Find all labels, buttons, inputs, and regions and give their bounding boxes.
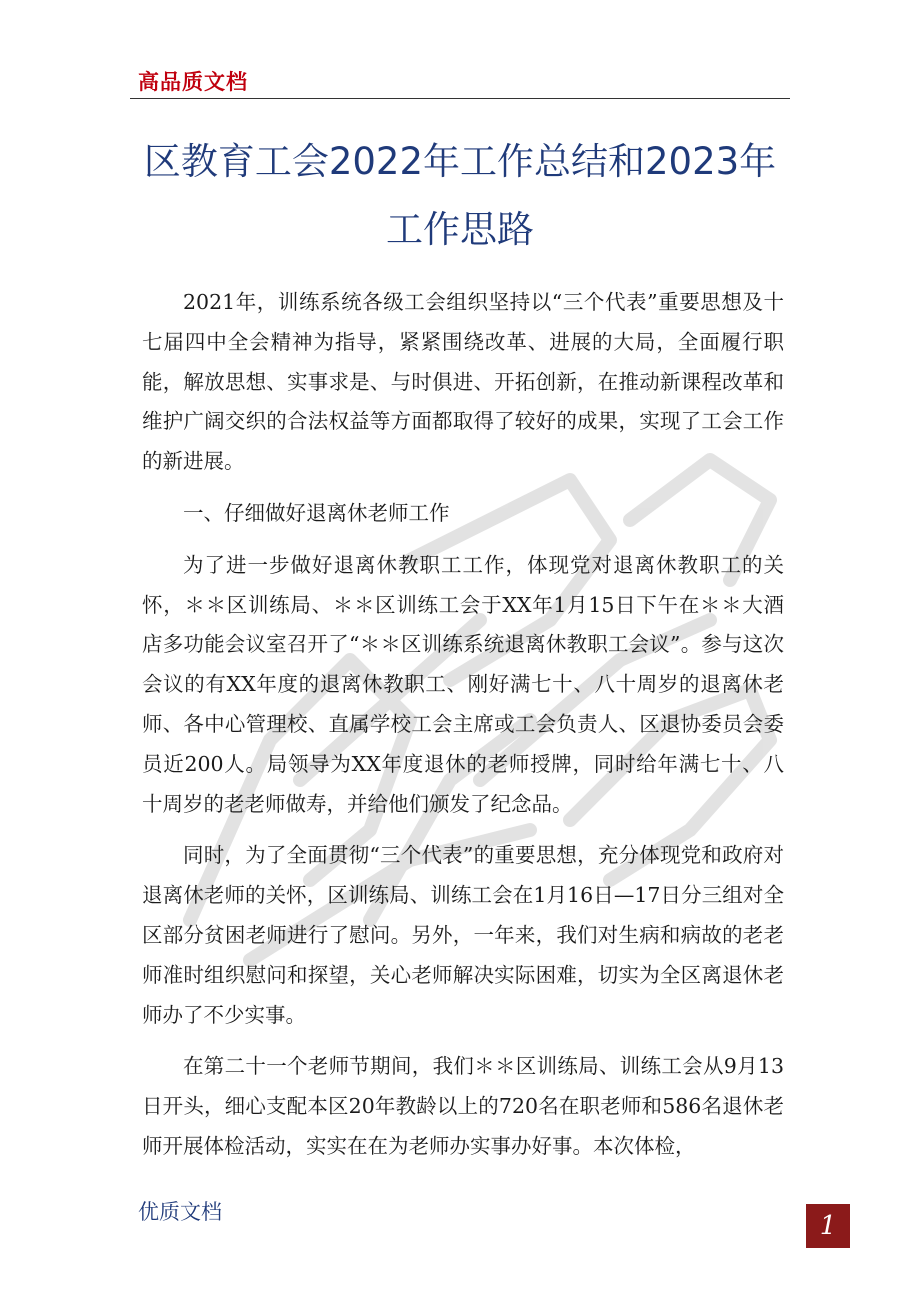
paragraph-health-check: 在第二十一个老师节期间，我们＊＊区训练局、训练工会从9月13日开头，细心支配本区20年教龄以上的720名在职老师和586名退休老师开展体检活动，实实在在为老师办实事办好事。本次体检， <box>142 1054 784 1158</box>
section-heading: 一、仔细做好退离休老师工作 <box>183 500 450 525</box>
paragraph-condolence: 同时，为了全面贯彻“三个代表”的重要思想，充分体现党和政府对退离休老师的关怀，区训练局、训练工会在1月16日—17日分三组对全区部分贫困老师进行了慰问。另外，一年来，我们对生病和病故的老老师准时组织慰问和探望，关心老师解决实际困难，切实为全区离退休老师办了不少实事。 <box>142 843 784 1027</box>
document-title: 区教育工会2022年工作总结和2023年工作思路 <box>143 140 777 251</box>
paragraph-intro: 2021年，训练系统各级工会组织坚持以“三个代表”重要思想及十七届四中全会精神为指导，紧紧围绕改革、进展的大局，全面履行职能，解放思想、实事求是、与时俱进、开拓创新，在推动新课程改革和维护广阔交织的合法权益等方面都取得了较好的成果，实现了工会工作的新进展。 <box>142 290 784 474</box>
paragraph-meeting: 为了进一步做好退离休教职工工作，体现党对退离休教职工的关怀，＊＊区训练局、＊＊区训练工会于XX年1月15日下午在＊＊大酒店多功能会议室召开了“＊＊区训练系统退离休教职工会议”。参与这次会议的有XX年度的退离休教职工、刚好满七十、八十周岁的退离休老师、各中心管理校、直属学校工会主席或工会负责人、区退协委员会委员近200人。局领导为XX年度退休的老师授牌，同时给年满七十、八十周岁的老老师做寿，并给他们颁发了纪念品。 <box>142 552 784 816</box>
page-header <box>130 0 790 99</box>
footer-label: 优质文档 <box>138 1200 222 1224</box>
document-body <box>142 283 784 1167</box>
header-label: 高品质文档 <box>138 70 248 94</box>
page-number-badge: 1 <box>806 1204 850 1248</box>
